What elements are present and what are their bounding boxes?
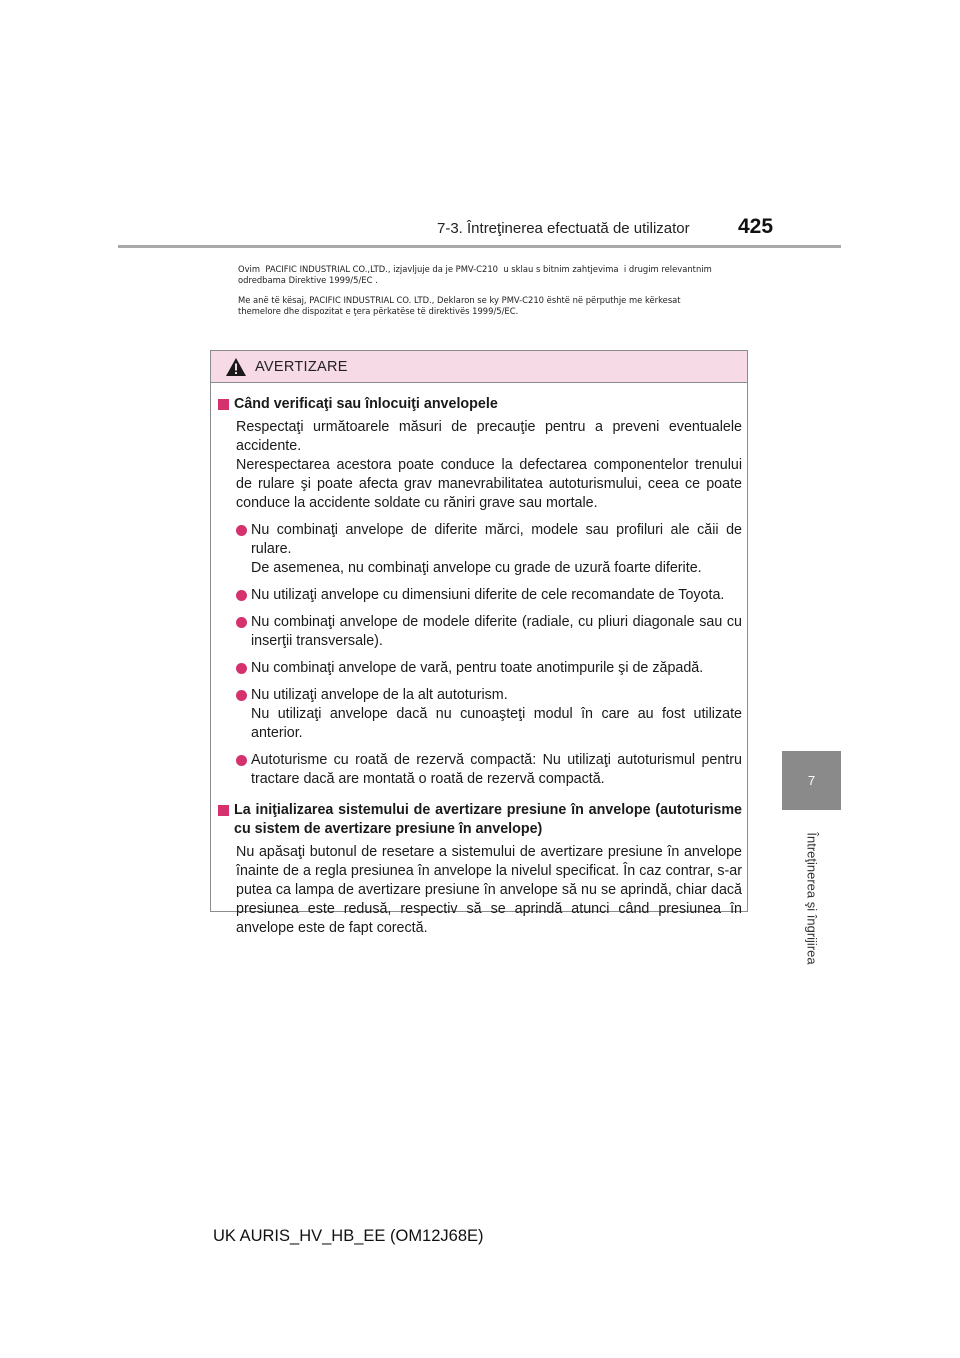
footer-model-code: UK AURIS_HV_HB_EE (OM12J68E) (213, 1227, 484, 1245)
section-paragraph: Respectaţi următoarele măsuri de precauţie pentru a preveni eventualele accidente. Nerespectarea acestora poate conduce la defectarea componentelor trenului de rulare şi poate afecta grav manevrabilitatea autoturismului, ceea ce poate conduce la accidente soldate cu răniri grave sau mortale. (236, 419, 742, 511)
chapter-tab (782, 751, 841, 810)
bullet-dot-icon (236, 525, 247, 536)
section-square-marker (218, 399, 229, 410)
list-item: Nu combinaţi anvelope de modele diferite (radiale, cu pliuri diagonale sau cu inserţii transversale). (236, 613, 742, 651)
list-item: Autoturisme cu roată de rezervă compactă: Nu utilizaţi autoturismul pentru tractare dacă are montată o roată de rezervă compactă. (236, 751, 742, 789)
header-section-title: 7-3. Întreţinerea efectuată de utilizator (437, 220, 690, 237)
page-number: 425 (738, 215, 774, 238)
warning-triangle-icon (225, 357, 247, 377)
bullet-dot-icon (236, 617, 247, 628)
chapter-title: Întreţinerea şi îngrijirea (804, 831, 820, 965)
section-heading-tpws-init: La iniţializarea sistemului de avertizare presiune în anvelope (autoturisme cu sistem de avertizare presiune în anvelope) (218, 801, 742, 839)
list-item: Nu combinaţi anvelope de vară, pentru toate anotimpurile şi de zăpadă. (236, 659, 742, 678)
section-paragraph: Nu apăsaţi butonul de resetare a sistemului de avertizare presiune în anvelope înainte de a regla presiunea în anvelope la nivelul specificat. În caz contrar, s-ar putea ca lampa de avertizare presiune în anvelope să nu se aprindă, chiar dacă presiunea este redusă, respectiv să se aprindă atunci când presiunea în anvelope este de fapt corectă. (236, 844, 742, 936)
header-divider (118, 245, 841, 248)
bullet-dot-icon (236, 590, 247, 601)
warning-header (211, 351, 747, 383)
list-item: Nu combinaţi anvelope de diferite mărci, modele sau profiluri ale căii de rulare. De asemenea, nu combinaţi anvelope cu grade de uzură foarte diferite. (236, 521, 742, 578)
bullet-dot-icon (236, 663, 247, 674)
declaration-croatian: Ovim PACIFIC INDUSTRIAL CO.,LTD., izjavljuje da je PMV-C210 u sklau s bitnim zahtjevima i drugim relevantnim odredbama Direktive 1999/5/EC . (238, 264, 712, 285)
warning-title: AVERTIZARE (255, 358, 348, 375)
warning-body (211, 383, 747, 938)
section-square-marker (218, 805, 229, 816)
bullet-dot-icon (236, 755, 247, 766)
list-item: Nu utilizaţi anvelope cu dimensiuni diferite de cele recomandate de Toyota. (236, 586, 742, 605)
list-item: Nu utilizaţi anvelope de la alt autoturism. Nu utilizaţi anvelope dacă nu cunoaşteţi modul în care au fost utilizate anterior. (236, 686, 742, 743)
bullet-dot-icon (236, 690, 247, 701)
chapter-side-label (800, 818, 824, 978)
declaration-albanian: Me anë të kësaj, PACIFIC INDUSTRIAL CO. LTD., Deklaron se ky PMV-C210 është në përputhje me kërkesat themelore dhe dispozitat e ţera përkatëse të direktivës 1999/5/EC. (238, 295, 681, 316)
chapter-number: 7 (807, 773, 816, 788)
section-heading-tire-check: Când verificaţi sau înlocuiţi anvelopele (218, 395, 742, 414)
warning-box (210, 350, 748, 936)
